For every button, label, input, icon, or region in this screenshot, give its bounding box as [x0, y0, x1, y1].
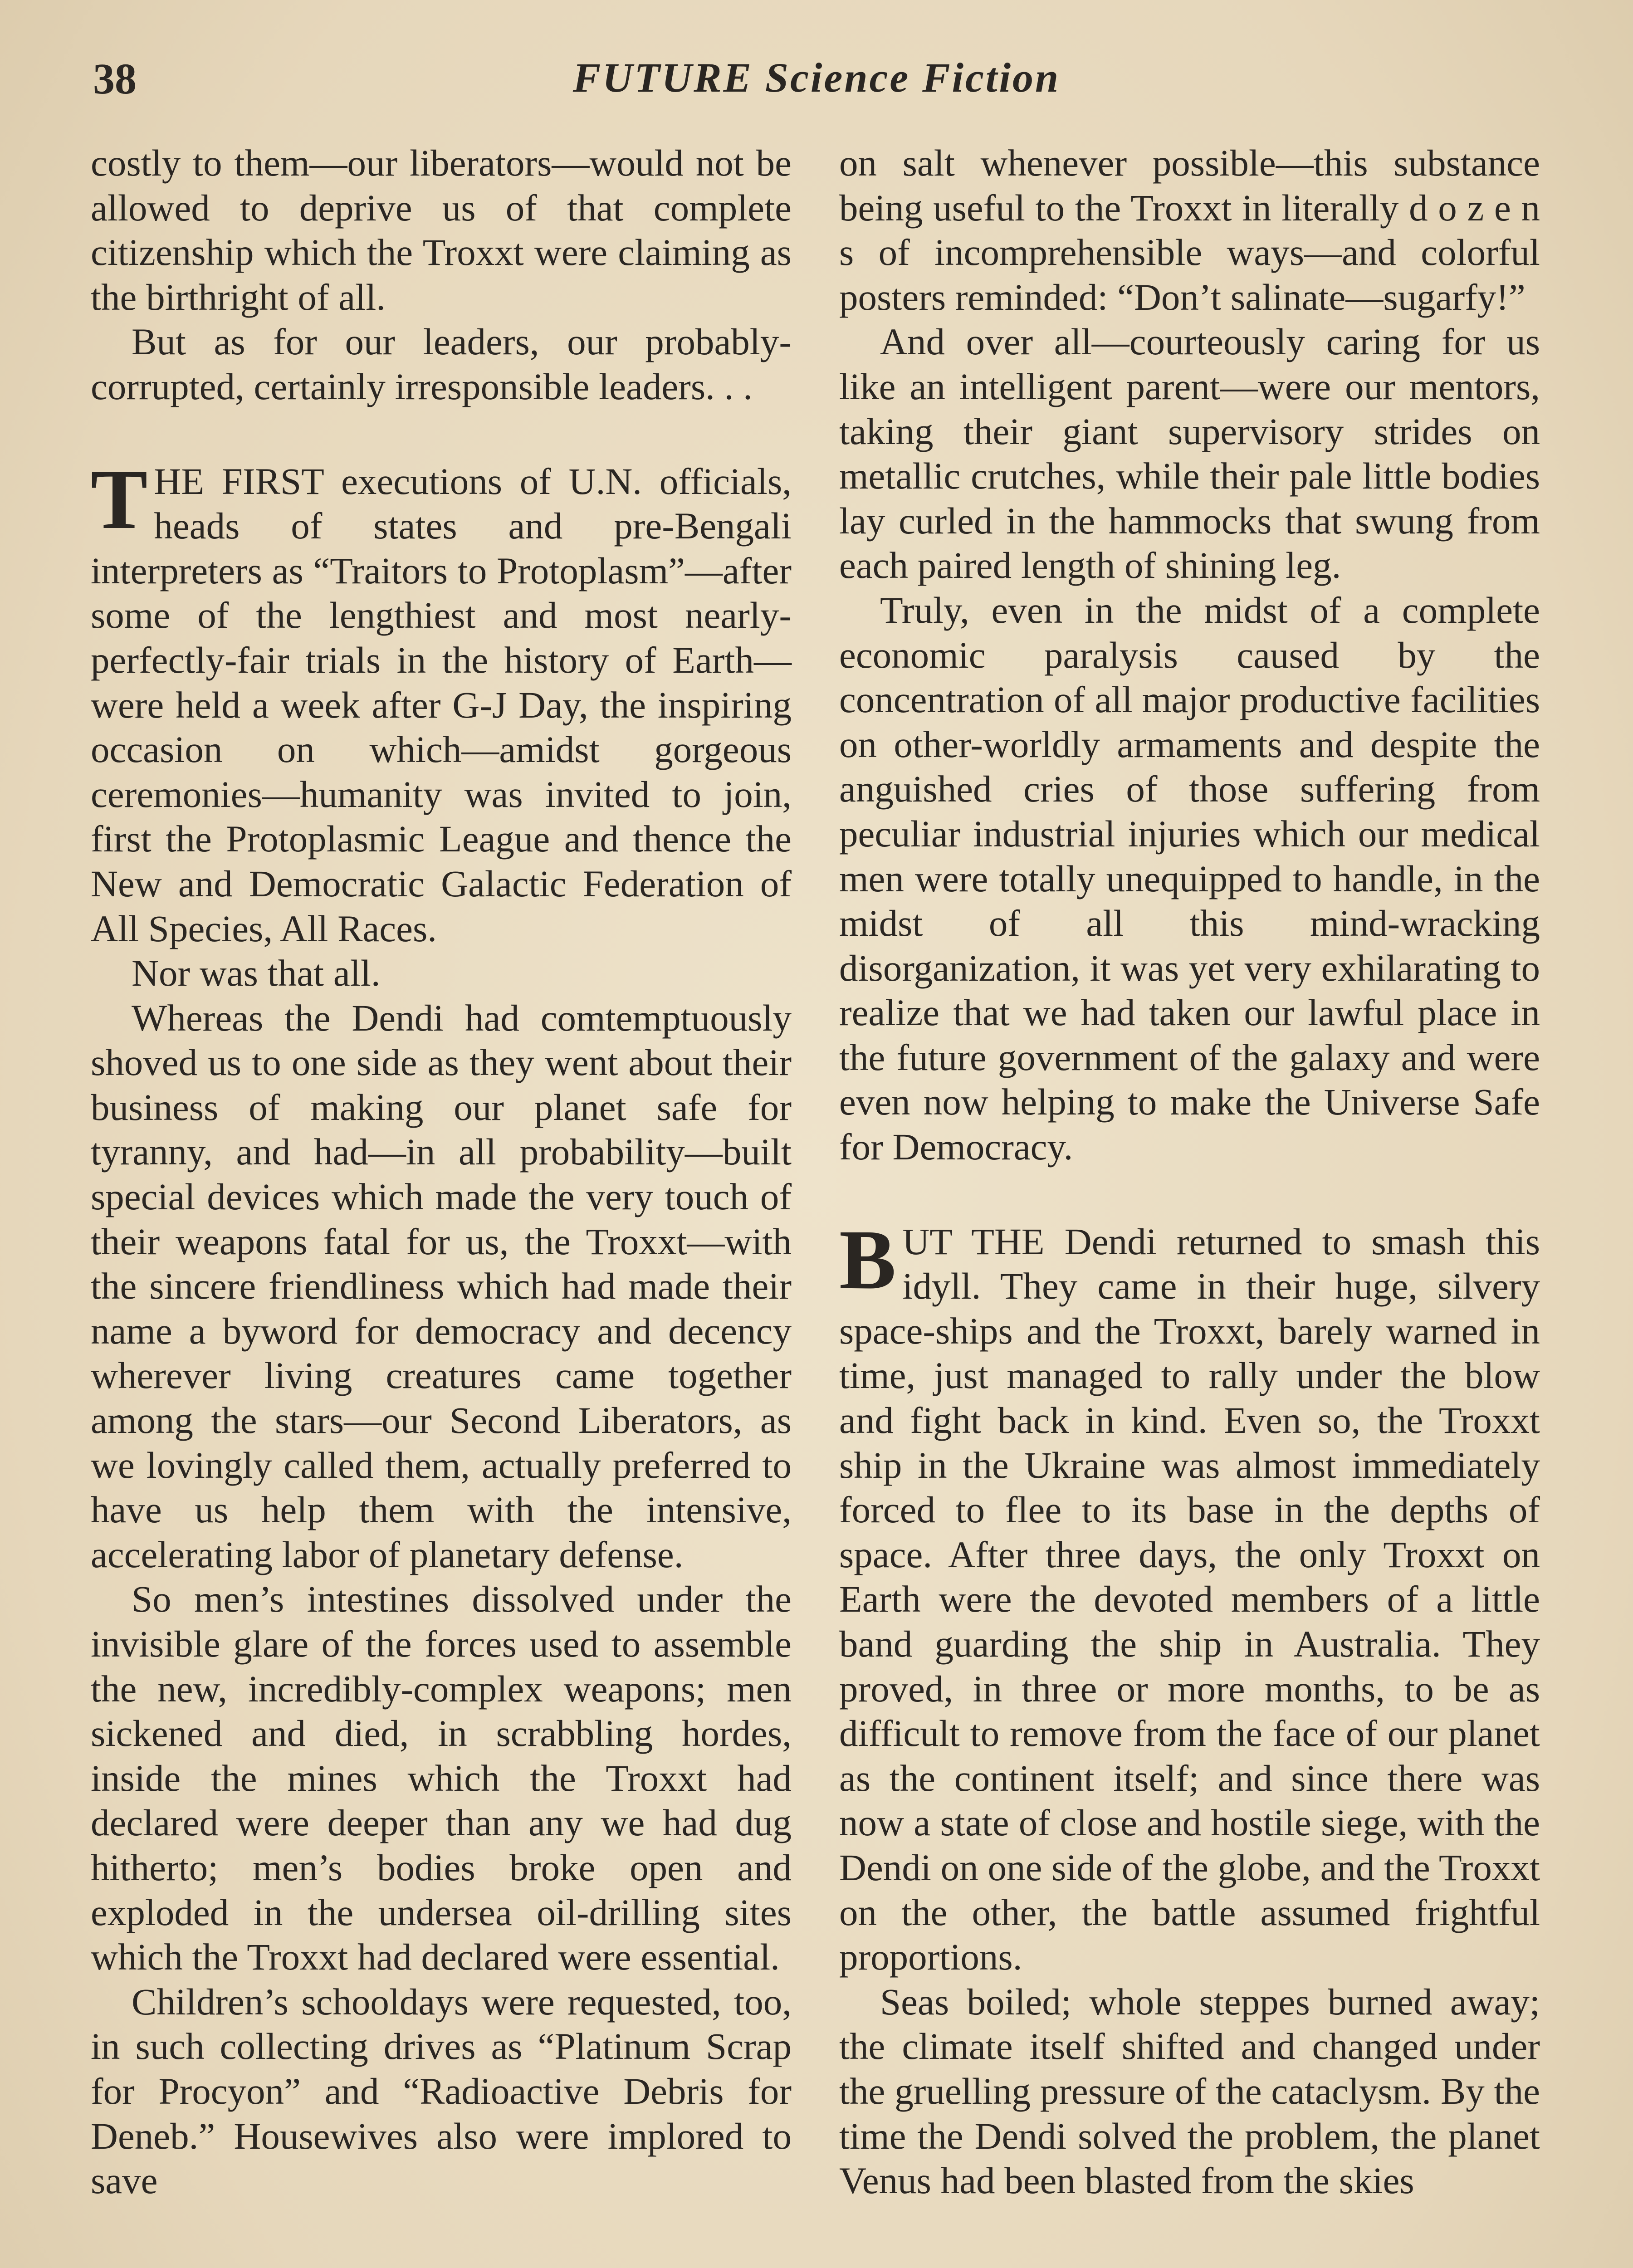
paragraph: So men’s intestines dissolved under the invisible glare of the forces used to assemble the new, incredibly-complex weapons; men sickened and died, in scrabbling hordes, inside the mines which the Troxxt had declared were deeper than any we had dug hitherto; men’s bodies broke open and exploded in the undersea oil-drilling sites which the Troxxt had declared were essential. [91, 1578, 792, 1978]
paragraph [839, 1212, 1540, 1980]
drop-cap: B [839, 1212, 896, 1307]
paragraph: Whereas the Dendi had comtemptuously shoved us to one side as they went about their business of making our planet safe for tyranny, and had—in all probability—built special devices which made the very touch of their weapons fatal for us, the Troxxt—with the sincere friendliness which had made their name a byword for democracy and decency wherever living creatures came together among the stars—our Second Liberators, as we lovingly called them, actually preferred to have us help them with the intensive, accelerating labor of planetary defense. [91, 997, 792, 1575]
drop-cap: T [91, 451, 148, 547]
paragraph: But as for our leaders, our probably-corrupted, certainly irresponsible leaders. . . [91, 321, 792, 407]
page-number: 38 [93, 54, 137, 103]
magazine-title: FUTURE Science Fiction [572, 54, 1061, 101]
paragraph: costly to them—our liberators—would not be allowed to deprive us of that complete citizenship which the Troxxt were claiming as the birthright of all. [91, 142, 792, 318]
paragraph [91, 451, 792, 951]
page-header [0, 54, 1633, 103]
paragraph: Nor was that all. [132, 952, 381, 994]
paragraph: Children’s schooldays were requested, too, in such collecting drives as “Platinum Scrap for Procyon” and “Radioactive Debris for Deneb.” Housewives also were implored to save [91, 1980, 792, 2202]
paragraph: And over all—courteously caring for us like an intelligent parent—were our mentors, taking their giant supervisory strides on metallic crutches, while their pale little bodies lay curled in the hammocks that swung from each paired length of shining leg. [839, 321, 1540, 587]
right-text-column [839, 141, 1540, 2268]
paragraph: Seas boiled; whole steppes burned away; the climate itself shifted and changed under the gruelling pressure of the cataclysm. By the time the Dendi solved the problem, the planet Venus had been blasted from the skies [839, 1980, 1540, 2202]
paragraph: on salt whenever possible—this substance being useful to the Troxxt in literally d o z e n s of incomprehensible ways—and colorful posters reminded: “Don’t salinate—sugarfy!” [839, 142, 1540, 318]
paragraph-text: UT THE Dendi returned to smash this idyll. They came in their huge, silvery space-ships and the Troxxt, barely warned in time, just managed to rally under the blow and fight back in kind. Even so, the Troxxt ship in the Ukraine was almost immediately forced to flee to its base in the depths of space. After three days, the only Troxxt on Earth were the devoted members of a little band guarding the ship in Australia. They proved, in three or more months, to be as difficult to remove from the face of our planet as the continent itself; and since there was now a state of close and hostile siege, with the Dendi on one side of the globe, and the Troxxt on the other, the battle assumed frightful proportions. [839, 1220, 1540, 1978]
paragraph-text: HE FIRST executions of U.N. officials, heads of states and pre-Bengali interpreters as “Traitors to Protoplasm”—after some of the lengthiest and most nearly-perfectly-fair trials in the history of Earth—were held a week after G-J Day, the inspiring occasion on which—amidst gorgeous ceremonies—humanity was invited to join, first the Protoplasmic League and thence the New and Democratic Galactic Federation of All Species, All Races. [91, 460, 792, 949]
paragraph: Truly, even in the midst of a complete economic paralysis caused by the concentration of all major productive facilities on other-worldly armaments and despite the anguished cries of those suffering from peculiar industrial injuries which our medical men were totally unequipped to handle, in the midst of all this mind-wracking disorganization, it was yet very exhilarating to realize that we had taken our lawful place in the future government of the galaxy and were even now helping to make the Universe Safe for Democracy. [839, 589, 1540, 1168]
left-text-column [91, 141, 792, 2268]
